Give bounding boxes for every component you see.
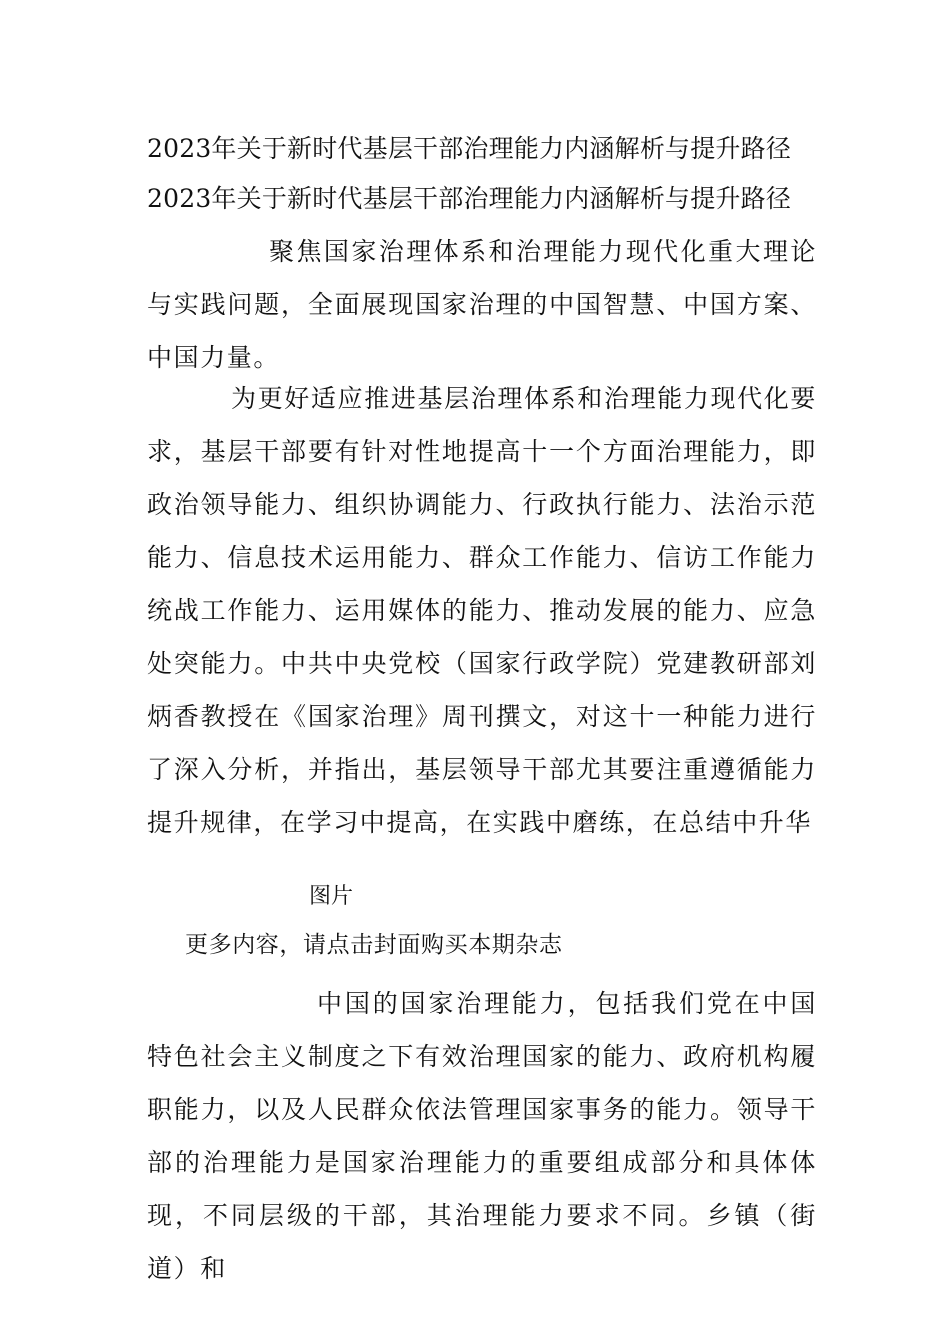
image-caption: 图片 xyxy=(309,884,354,909)
intro-paragraph: 聚焦国家治理体系和治理能力现代化重大理论与实践问题，全面展现国家治理的中国智慧、中国方案、中国力量。 xyxy=(147,237,817,372)
purchase-prompt: 更多内容，请点击封面购买本期杂志 xyxy=(185,932,563,958)
body-paragraph-abilities: 为更好适应推进基层治理体系和治理能力现代化要求，基层干部要有针对性地提高十一个方面治理能力，即政治领导能力、组织协调能力、行政执行能力、法治示范能力、信息技术运用能力、群众工作能力、信访工作能力统战工作能力、运用媒体的能力、推动发展的能力、应急处突能力。中共中央党校（国家行政学院）党建教研部刘炳香教授在《国家治理》周刊撰文，对这十一种能力进行了深入分析，并指出，基层领导干部尤其要注重遵循能力提升规律，在学习中提高，在实践中磨练，在总结中升华 xyxy=(147,384,817,837)
body-paragraph-governance: 中国的国家治理能力，包括我们党在中国特色社会主义制度之下有效治理国家的能力、政府机构履职能力，以及人民群众依法管理国家事务的能力。领导干部的治理能力是国家治理能力的重要组成部分和具体体现，不同层级的干部，其治理能力要求不同。乡镇（街道）和 xyxy=(147,989,817,1283)
document-title: 2023年关于新时代基层干部治理能力内涵解析与提升路径 xyxy=(147,134,792,163)
document-title-repeat: 2023年关于新时代基层干部治理能力内涵解析与提升路径 xyxy=(147,184,792,213)
